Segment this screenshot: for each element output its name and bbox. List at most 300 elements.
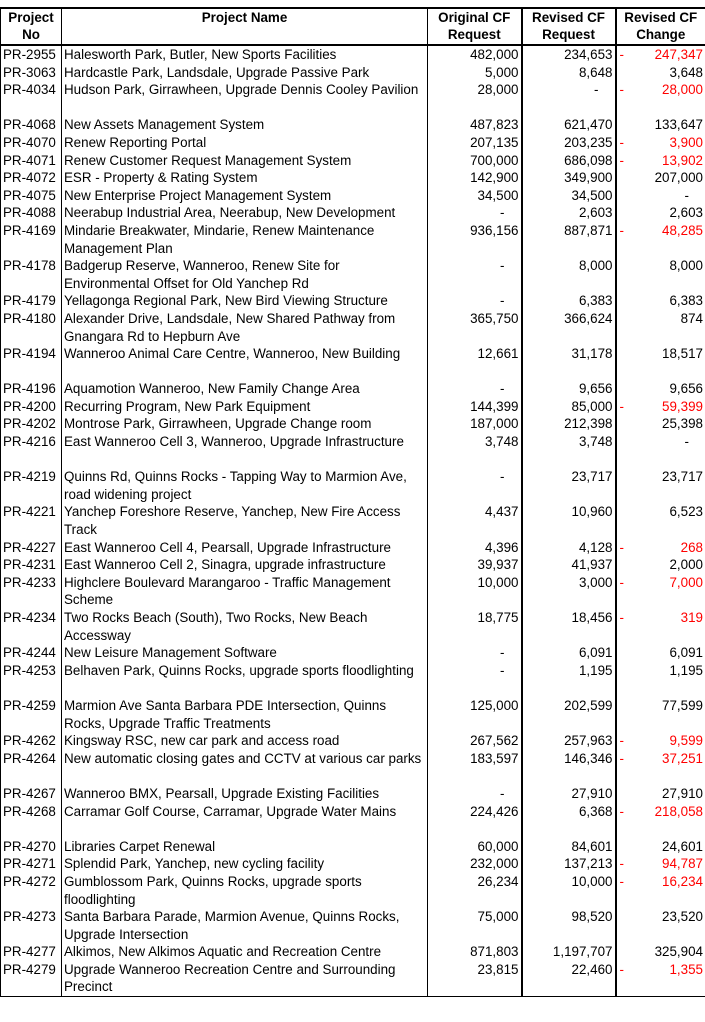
- original-cf-cell: [428, 556, 522, 574]
- original-cf-cell: [428, 310, 522, 345]
- project-name-cell: Marmion Ave Santa Barbara PDE Intersection, Quinns Rocks, Upgrade Traffic Treatments: [62, 697, 428, 732]
- revised-change-cell: [616, 803, 705, 838]
- revised-cf-cell: [522, 169, 616, 187]
- original-cf-cell: [428, 943, 522, 961]
- project-name-cell: Renew Reporting Portal: [62, 134, 428, 152]
- project-no-cell: PR-4270: [1, 838, 62, 856]
- original-cf-value: -: [500, 645, 505, 661]
- revised-change-cell: [616, 539, 705, 557]
- table-row: [1, 662, 705, 697]
- original-cf-cell: [428, 750, 522, 785]
- revised-change-cell: [616, 574, 705, 609]
- revised-change-cell: [616, 943, 705, 961]
- original-cf-cell: [428, 134, 522, 152]
- revised-cf-value: 366,624: [564, 310, 613, 326]
- header-project-no: Project No: [1, 8, 62, 45]
- project-name-cell: Kingsway RSC, new car park and access road: [62, 732, 428, 750]
- project-name-cell: Belhaven Park, Quinns Rocks, upgrade sports floodlighting: [62, 662, 428, 697]
- revised-cf-value: 1,197,707: [552, 944, 613, 960]
- original-cf-value: -: [500, 293, 505, 309]
- project-no-cell: PR-4233: [1, 574, 62, 609]
- project-no-cell: PR-4178: [1, 257, 62, 292]
- negative-sign: -: [619, 398, 624, 414]
- revised-cf-cell: [522, 697, 616, 732]
- revised-cf-value: 23,717: [571, 469, 613, 485]
- project-name-cell: Wanneroo Animal Care Centre, Wanneroo, New Building: [62, 345, 428, 380]
- original-cf-cell: [428, 380, 522, 398]
- revised-change-value: 3,648: [669, 64, 703, 80]
- revised-cf-value: 34,500: [571, 187, 613, 203]
- project-name-cell: New Assets Management System: [62, 116, 428, 134]
- original-cf-value: 10,000: [477, 574, 519, 590]
- revised-change-cell: [616, 750, 705, 785]
- original-cf-value: 207,135: [470, 134, 519, 150]
- table-row: [1, 310, 705, 345]
- revised-change-cell: [616, 116, 705, 134]
- revised-cf-cell: [522, 750, 616, 785]
- table-row: [1, 257, 705, 292]
- negative-sign: -: [619, 873, 624, 889]
- original-cf-cell: [428, 345, 522, 380]
- revised-cf-value: 85,000: [571, 398, 613, 414]
- negative-sign: -: [619, 803, 624, 819]
- project-name-cell: Aquamotion Wanneroo, New Family Change Area: [62, 380, 428, 398]
- original-cf-cell: [428, 503, 522, 538]
- revised-cf-value: 3,000: [578, 574, 613, 590]
- revised-change-cell: [616, 310, 705, 345]
- revised-cf-cell: [522, 908, 616, 943]
- original-cf-value: 4,437: [484, 504, 519, 520]
- negative-sign: -: [619, 961, 624, 977]
- header-original-cf: Original CF Request: [428, 8, 522, 45]
- revised-cf-cell: [522, 556, 616, 574]
- revised-change-cell: [616, 908, 705, 943]
- table-row: [1, 345, 705, 380]
- revised-cf-value: 203,235: [564, 134, 613, 150]
- original-cf-cell: [428, 398, 522, 416]
- project-name-cell: Two Rocks Beach (South), Two Rocks, New Beach Accessway: [62, 609, 428, 644]
- project-name-cell: Libraries Carpet Renewal: [62, 838, 428, 856]
- table-body: [1, 45, 705, 997]
- revised-change-cell: [616, 855, 705, 873]
- revised-change-value: 37,251: [662, 750, 703, 766]
- revised-cf-cell: [522, 539, 616, 557]
- original-cf-cell: [428, 662, 522, 697]
- original-cf-cell: [428, 468, 522, 503]
- revised-cf-value: 2,603: [578, 205, 613, 221]
- revised-change-cell: [616, 609, 705, 644]
- revised-change-value: 13,902: [662, 152, 703, 168]
- header-revised-cf: Revised CF Request: [522, 8, 616, 45]
- project-no-cell: PR-4272: [1, 873, 62, 908]
- revised-cf-cell: [522, 873, 616, 908]
- negative-sign: -: [619, 574, 624, 590]
- original-cf-cell: [428, 292, 522, 310]
- table-row: [1, 556, 705, 574]
- table-row: [1, 415, 705, 433]
- revised-cf-cell: [522, 64, 616, 82]
- revised-cf-value: 146,346: [564, 750, 613, 766]
- project-no-cell: PR-4088: [1, 204, 62, 222]
- project-no-cell: PR-4279: [1, 961, 62, 997]
- table-row: [1, 64, 705, 82]
- project-no-cell: PR-4244: [1, 644, 62, 662]
- original-cf-value: 18,775: [477, 610, 519, 625]
- project-name-cell: Halesworth Park, Butler, New Sports Facilities: [62, 45, 428, 64]
- revised-change-value: 16,234: [662, 873, 703, 889]
- table-row: [1, 750, 705, 785]
- revised-change-value: 25,398: [662, 416, 703, 432]
- revised-change-value: 24,601: [662, 838, 703, 854]
- revised-change-value: 325,904: [654, 944, 703, 960]
- revised-cf-value: 137,213: [564, 856, 613, 872]
- revised-change-cell: [616, 380, 705, 398]
- project-no-cell: PR-4068: [1, 116, 62, 134]
- revised-cf-value: 8,648: [578, 64, 613, 80]
- original-cf-cell: [428, 415, 522, 433]
- revised-cf-value: 8,000: [578, 258, 613, 274]
- revised-change-value: 133,647: [654, 117, 703, 133]
- project-no-cell: PR-4221: [1, 503, 62, 538]
- original-cf-cell: [428, 697, 522, 732]
- table-row: [1, 81, 705, 116]
- revised-cf-value: 18,456: [571, 610, 613, 625]
- original-cf-value: 224,426: [470, 803, 519, 819]
- project-no-cell: PR-4273: [1, 908, 62, 943]
- revised-cf-value: 9,656: [578, 381, 613, 397]
- revised-cf-cell: [522, 803, 616, 838]
- table-row: [1, 697, 705, 732]
- project-name-cell: New Enterprise Project Management System: [62, 187, 428, 205]
- table-row: [1, 116, 705, 134]
- project-no-cell: PR-3063: [1, 64, 62, 82]
- original-cf-value: 4,396: [484, 539, 519, 555]
- original-cf-cell: [428, 64, 522, 82]
- negative-sign: -: [619, 134, 624, 150]
- revised-change-value: 27,910: [662, 785, 703, 801]
- original-cf-value: 365,750: [470, 310, 519, 326]
- original-cf-value: 60,000: [477, 838, 519, 854]
- revised-cf-value: 234,653: [564, 47, 613, 62]
- original-cf-cell: [428, 785, 522, 803]
- original-cf-value: 28,000: [477, 82, 519, 98]
- project-no-cell: PR-4200: [1, 398, 62, 416]
- revised-cf-value: 4,128: [578, 539, 613, 555]
- revised-change-cell: [616, 187, 705, 205]
- revised-cf-value: 6,368: [578, 803, 613, 819]
- table-row: [1, 222, 705, 257]
- revised-change-value: -: [684, 434, 689, 450]
- revised-change-value: -: [684, 187, 689, 203]
- revised-cf-cell: [522, 961, 616, 997]
- revised-change-cell: [616, 81, 705, 116]
- project-no-cell: PR-4034: [1, 81, 62, 116]
- table-row: [1, 644, 705, 662]
- negative-sign: -: [619, 82, 624, 98]
- project-name-cell: Mindarie Breakwater, Mindarie, Renew Maintenance Management Plan: [62, 222, 428, 257]
- revised-change-cell: [616, 169, 705, 187]
- revised-change-cell: [616, 556, 705, 574]
- project-name-cell: Quinns Rd, Quinns Rocks - Tapping Way to Marmion Ave, road widening project: [62, 468, 428, 503]
- revised-cf-cell: [522, 838, 616, 856]
- original-cf-value: 12,661: [477, 346, 519, 362]
- revised-cf-value: 6,091: [578, 645, 613, 661]
- revised-cf-value: 686,098: [564, 152, 613, 168]
- revised-change-value: 48,285: [662, 222, 703, 238]
- revised-change-value: 18,517: [662, 346, 703, 362]
- table-row: [1, 45, 705, 64]
- original-cf-cell: [428, 433, 522, 468]
- original-cf-value: 3,748: [484, 434, 519, 450]
- revised-cf-value: 10,960: [571, 504, 613, 520]
- revised-cf-cell: [522, 81, 616, 116]
- revised-change-value: 9,599: [669, 733, 703, 749]
- original-cf-value: 26,234: [477, 873, 519, 889]
- project-name-cell: Hudson Park, Girrawheen, Upgrade Dennis Cooley Pavilion: [62, 81, 428, 116]
- table-row: [1, 609, 705, 644]
- original-cf-cell: [428, 169, 522, 187]
- negative-sign: -: [619, 539, 624, 555]
- original-cf-cell: [428, 204, 522, 222]
- revised-change-cell: [616, 152, 705, 170]
- revised-change-cell: [616, 503, 705, 538]
- project-name-cell: Recurring Program, New Park Equipment: [62, 398, 428, 416]
- revised-cf-cell: [522, 292, 616, 310]
- project-name-cell: Gumblossom Park, Quinns Rocks, upgrade sports floodlighting: [62, 873, 428, 908]
- project-name-cell: Yellagonga Regional Park, New Bird Viewing Structure: [62, 292, 428, 310]
- project-no-cell: PR-4268: [1, 803, 62, 838]
- revised-cf-cell: [522, 187, 616, 205]
- revised-cf-cell: [522, 732, 616, 750]
- revised-change-value: 874: [680, 310, 703, 326]
- revised-cf-value: 22,460: [571, 961, 613, 977]
- revised-cf-value: 349,900: [564, 170, 613, 186]
- revised-cf-value: 621,470: [564, 117, 613, 133]
- original-cf-value: 144,399: [470, 398, 519, 414]
- original-cf-value: 75,000: [477, 909, 519, 925]
- revised-cf-cell: [522, 345, 616, 380]
- project-no-cell: PR-4253: [1, 662, 62, 697]
- revised-cf-cell: [522, 503, 616, 538]
- capital-forward-table: [0, 7, 705, 997]
- revised-change-value: 7,000: [669, 574, 703, 590]
- project-no-cell: PR-4180: [1, 310, 62, 345]
- project-no-cell: PR-4070: [1, 134, 62, 152]
- revised-cf-value: 27,910: [571, 785, 613, 801]
- revised-change-cell: [616, 873, 705, 908]
- revised-cf-value: 98,520: [571, 909, 613, 925]
- original-cf-cell: [428, 873, 522, 908]
- original-cf-cell: [428, 838, 522, 856]
- original-cf-cell: [428, 257, 522, 292]
- negative-sign: -: [619, 733, 624, 749]
- revised-change-value: 23,717: [662, 469, 703, 485]
- revised-change-value: 8,000: [669, 258, 703, 274]
- original-cf-cell: [428, 908, 522, 943]
- revised-cf-cell: [522, 310, 616, 345]
- revised-change-value: 319: [680, 610, 703, 625]
- original-cf-value: -: [500, 258, 505, 274]
- project-name-cell: Carramar Golf Course, Carramar, Upgrade Water Mains: [62, 803, 428, 838]
- original-cf-value: 232,000: [470, 856, 519, 872]
- revised-cf-value: 3,748: [578, 434, 613, 450]
- revised-cf-cell: [522, 785, 616, 803]
- revised-change-cell: [616, 961, 705, 997]
- header-project-name: Project Name: [62, 8, 428, 45]
- revised-change-value: 94,787: [662, 856, 703, 872]
- project-name-cell: Yanchep Foreshore Reserve, Yanchep, New Fire Access Track: [62, 503, 428, 538]
- negative-sign: -: [619, 750, 624, 766]
- negative-sign: -: [619, 222, 624, 238]
- original-cf-cell: [428, 644, 522, 662]
- revised-change-value: 218,058: [654, 803, 703, 819]
- original-cf-value: -: [500, 662, 505, 678]
- original-cf-cell: [428, 81, 522, 116]
- revised-cf-value: 257,963: [564, 733, 613, 749]
- project-no-cell: PR-4071: [1, 152, 62, 170]
- table-row: [1, 803, 705, 838]
- project-no-cell: PR-4259: [1, 697, 62, 732]
- revised-cf-cell: [522, 45, 616, 64]
- original-cf-value: -: [500, 469, 505, 485]
- project-no-cell: PR-4219: [1, 468, 62, 503]
- original-cf-cell: [428, 803, 522, 838]
- revised-change-cell: [616, 292, 705, 310]
- revised-change-value: 2,603: [669, 205, 703, 221]
- revised-cf-value: 10,000: [571, 873, 613, 889]
- revised-change-value: 1,355: [669, 961, 703, 977]
- revised-cf-cell: [522, 398, 616, 416]
- original-cf-value: 936,156: [470, 222, 519, 238]
- revised-cf-cell: [522, 433, 616, 468]
- project-name-cell: Santa Barbara Parade, Marmion Avenue, Quinns Rocks, Upgrade Intersection: [62, 908, 428, 943]
- revised-change-cell: [616, 697, 705, 732]
- table-row: [1, 503, 705, 538]
- revised-change-value: 6,383: [669, 293, 703, 309]
- revised-cf-value: 6,383: [578, 293, 613, 309]
- table-row: [1, 785, 705, 803]
- table-row: [1, 539, 705, 557]
- revised-change-value: 3,900: [669, 134, 703, 150]
- revised-change-value: 1,195: [669, 662, 703, 678]
- project-name-cell: Montrose Park, Girrawheen, Upgrade Change room: [62, 415, 428, 433]
- revised-change-value: 23,520: [662, 909, 703, 925]
- revised-change-value: 2,000: [669, 557, 703, 573]
- table-row: [1, 187, 705, 205]
- original-cf-cell: [428, 187, 522, 205]
- revised-change-value: 59,399: [662, 398, 703, 414]
- revised-change-cell: [616, 415, 705, 433]
- project-no-cell: PR-4216: [1, 433, 62, 468]
- revised-cf-cell: [522, 609, 616, 644]
- project-name-cell: Badgerup Reserve, Wanneroo, Renew Site for Environmental Offset for Old Yanchep Rd: [62, 257, 428, 292]
- revised-change-cell: [616, 345, 705, 380]
- revised-change-cell: [616, 398, 705, 416]
- project-name-cell: Neerabup Industrial Area, Neerabup, New Development: [62, 204, 428, 222]
- project-name-cell: East Wanneroo Cell 2, Sinagra, upgrade infrastructure: [62, 556, 428, 574]
- project-no-cell: PR-4231: [1, 556, 62, 574]
- project-name-cell: Alexander Drive, Landsdale, New Shared Pathway from Gnangara Rd to Hepburn Ave: [62, 310, 428, 345]
- original-cf-value: 700,000: [470, 152, 519, 168]
- table-row: [1, 908, 705, 943]
- project-name-cell: New automatic closing gates and CCTV at various car parks: [62, 750, 428, 785]
- project-name-cell: East Wanneroo Cell 4, Pearsall, Upgrade Infrastructure: [62, 539, 428, 557]
- project-no-cell: PR-4277: [1, 943, 62, 961]
- table-row: [1, 134, 705, 152]
- project-name-cell: New Leisure Management Software: [62, 644, 428, 662]
- revised-change-value: 207,000: [654, 170, 703, 186]
- project-no-cell: PR-4169: [1, 222, 62, 257]
- negative-sign: -: [619, 856, 624, 872]
- original-cf-cell: [428, 609, 522, 644]
- revised-cf-value: 41,937: [571, 557, 613, 573]
- revised-cf-value: -: [594, 82, 599, 98]
- table-row: [1, 468, 705, 503]
- revised-cf-cell: [522, 644, 616, 662]
- revised-change-cell: [616, 134, 705, 152]
- original-cf-value: 187,000: [470, 416, 519, 432]
- project-no-cell: PR-4271: [1, 855, 62, 873]
- table-row: [1, 961, 705, 997]
- table-row: [1, 204, 705, 222]
- table-row: [1, 574, 705, 609]
- header-revised-change: Revised CF Change: [616, 8, 705, 45]
- original-cf-value: 183,597: [470, 750, 519, 766]
- original-cf-value: -: [500, 785, 505, 801]
- project-no-cell: PR-4267: [1, 785, 62, 803]
- table-header-row: [1, 8, 705, 45]
- revised-change-value: 9,656: [669, 381, 703, 397]
- revised-change-cell: [616, 662, 705, 697]
- revised-cf-cell: [522, 943, 616, 961]
- revised-cf-cell: [522, 855, 616, 873]
- negative-sign: -: [619, 47, 624, 62]
- project-no-cell: PR-4179: [1, 292, 62, 310]
- original-cf-value: -: [500, 381, 505, 397]
- revised-change-cell: [616, 785, 705, 803]
- project-name-cell: Upgrade Wanneroo Recreation Centre and Surrounding Precinct: [62, 961, 428, 997]
- revised-cf-cell: [522, 574, 616, 609]
- revised-change-value: 77,599: [662, 697, 703, 713]
- project-no-cell: PR-4194: [1, 345, 62, 380]
- original-cf-cell: [428, 539, 522, 557]
- table-row: [1, 873, 705, 908]
- revised-change-value: 6,523: [669, 504, 703, 520]
- table-row: [1, 838, 705, 856]
- revised-change-cell: [616, 222, 705, 257]
- project-no-cell: PR-4202: [1, 415, 62, 433]
- project-name-cell: Splendid Park, Yanchep, new cycling facility: [62, 855, 428, 873]
- revised-change-cell: [616, 64, 705, 82]
- original-cf-cell: [428, 116, 522, 134]
- revised-cf-cell: [522, 468, 616, 503]
- table-row: [1, 292, 705, 310]
- revised-cf-cell: [522, 116, 616, 134]
- revised-change-value: 6,091: [669, 645, 703, 661]
- revised-change-value: 28,000: [662, 82, 703, 98]
- original-cf-value: 487,823: [470, 117, 519, 133]
- project-no-cell: PR-4072: [1, 169, 62, 187]
- revised-change-cell: [616, 257, 705, 292]
- project-name-cell: Renew Customer Request Management System: [62, 152, 428, 170]
- table-row: [1, 398, 705, 416]
- revised-cf-cell: [522, 222, 616, 257]
- revised-cf-cell: [522, 257, 616, 292]
- table-row: [1, 855, 705, 873]
- table-row: [1, 943, 705, 961]
- revised-change-cell: [616, 45, 705, 64]
- project-name-cell: Alkimos, New Alkimos Aquatic and Recreation Centre: [62, 943, 428, 961]
